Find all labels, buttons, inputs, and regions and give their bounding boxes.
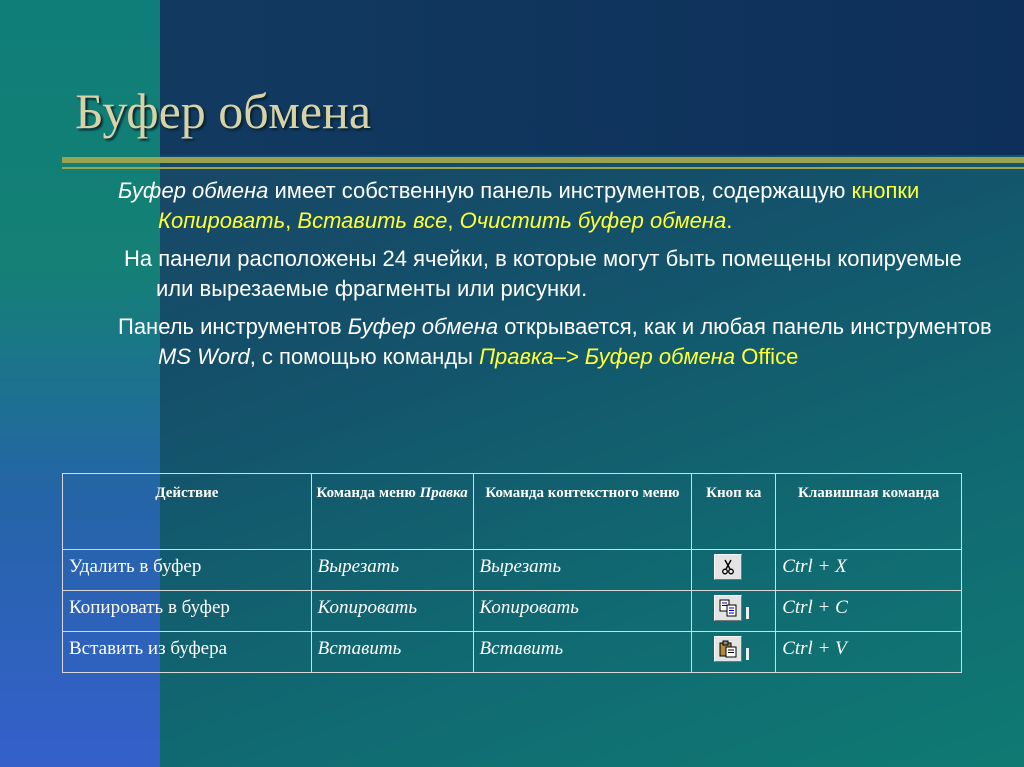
header-context-command: Команда контекстного меню bbox=[473, 474, 692, 550]
cell-button bbox=[692, 632, 776, 673]
slide-title: Буфер обмена bbox=[75, 83, 372, 139]
paste-icon bbox=[714, 636, 742, 662]
scissors-icon bbox=[714, 554, 742, 580]
table-header-row bbox=[63, 474, 962, 550]
paragraph-3: Панель инструментов Буфер обмена открывается, как и любая панель инструментов MS Word, с помощью команды Правка–> Буфер обмена Office bbox=[118, 314, 992, 369]
cell-marker bbox=[746, 648, 749, 660]
cell-action: Вставить из буфера bbox=[63, 632, 312, 673]
cell-context: Вырезать bbox=[473, 550, 692, 591]
cell-menu: Вставить bbox=[311, 632, 473, 673]
header-button: Кноп ка bbox=[692, 474, 776, 550]
table-row bbox=[63, 632, 962, 673]
cell-key: Ctrl + X bbox=[776, 550, 962, 591]
copy-icon bbox=[714, 595, 742, 621]
cell-key: Ctrl + C bbox=[776, 591, 962, 632]
cell-button bbox=[692, 550, 776, 591]
body-text bbox=[118, 176, 998, 380]
cell-menu: Вырезать bbox=[311, 550, 473, 591]
cell-action: Копировать в буфер bbox=[63, 591, 312, 632]
clipboard-commands-table bbox=[62, 473, 962, 673]
paragraph-1: Буфер обмена имеет собственную панель инструментов, содержащую кнопки Копировать, Вставить все, Очистить буфер обмена. bbox=[118, 178, 920, 233]
paragraph-2: На панели расположены 24 ячейки, в которые могут быть помещены копируемые или вырезаемые фрагменты или рисунки. bbox=[124, 246, 962, 301]
cell-action: Удалить в буфер bbox=[63, 550, 312, 591]
table-row bbox=[63, 550, 962, 591]
cell-menu: Копировать bbox=[311, 591, 473, 632]
header-menu-command: Команда меню Правка bbox=[311, 474, 473, 550]
table-row bbox=[63, 591, 962, 632]
cell-button bbox=[692, 591, 776, 632]
title-rule-thick bbox=[62, 157, 1024, 163]
cell-context: Копировать bbox=[473, 591, 692, 632]
cell-context: Вставить bbox=[473, 632, 692, 673]
header-key-command: Клавишная команда bbox=[776, 474, 962, 550]
cell-key: Ctrl + V bbox=[776, 632, 962, 673]
cell-marker bbox=[746, 607, 749, 619]
header-action: Действие bbox=[63, 474, 312, 550]
title-rule-thin bbox=[62, 167, 1024, 169]
